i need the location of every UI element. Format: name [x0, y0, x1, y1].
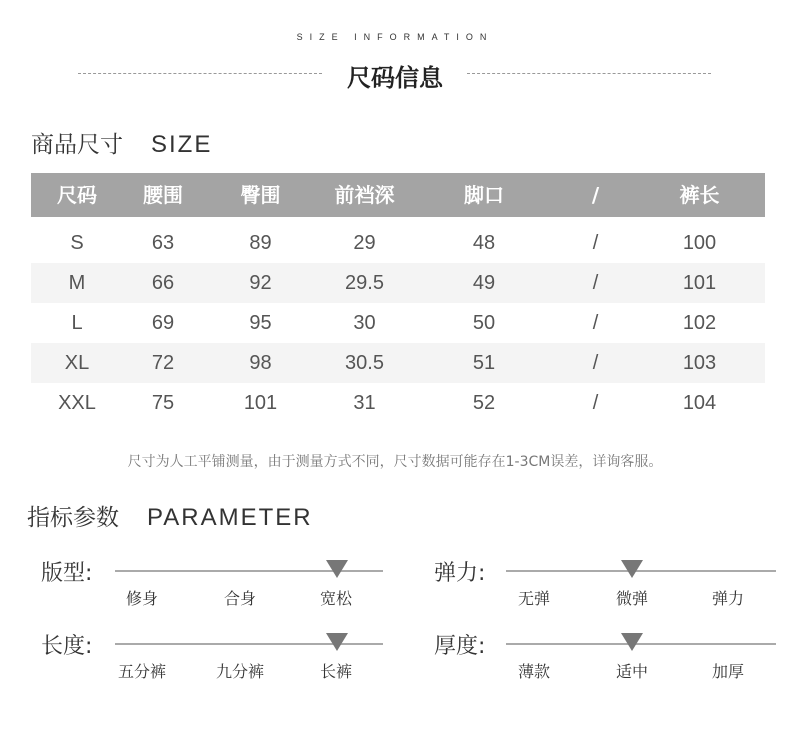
param-option: 五分裤: [117, 662, 166, 681]
table-row: [31, 383, 765, 423]
table-cell: XXL: [58, 392, 96, 414]
table-cell: 29: [353, 232, 376, 254]
table-cell: 104: [682, 392, 717, 414]
table-cell: /: [592, 272, 599, 294]
param-stretch: [434, 556, 764, 616]
param-option: 加厚: [711, 662, 744, 681]
header-cell-waist: 腰围: [143, 183, 183, 207]
header-cell-front-rise: 前裆深: [334, 183, 395, 207]
table-cell: L: [71, 312, 83, 334]
table-cell: 100: [682, 232, 717, 254]
table-cell: 102: [682, 312, 717, 334]
param-option: 薄款: [517, 662, 550, 681]
table-row: [31, 223, 765, 263]
table-cell: 51: [472, 352, 496, 374]
table-cell: 29.5: [345, 272, 384, 294]
table-cell: 95: [249, 312, 272, 334]
param-option: 宽松: [319, 589, 352, 608]
table-cell: 63: [151, 232, 175, 254]
param-label: 长度:: [41, 634, 93, 659]
table-cell: 98: [249, 352, 272, 374]
table-cell: 103: [682, 352, 717, 374]
table-row: [31, 303, 765, 343]
table-cell: 66: [151, 272, 175, 294]
size-section-title-cn: 商品尺寸: [31, 132, 123, 158]
header-cell-hip: 臀围: [240, 183, 281, 207]
table-cell: 72: [151, 352, 175, 374]
size-section-title-en: SIZE: [151, 131, 213, 158]
measurement-note: 尺寸为人工平铺测量，由于测量方式不同，尺寸数据可能存在1-3CM误差，详询客服。: [127, 454, 663, 470]
param-option: 修身: [125, 589, 158, 608]
table-cell: 75: [151, 392, 175, 414]
header-cell-leg-opening: 脚口: [464, 183, 504, 207]
size-section-heading: [31, 126, 212, 159]
page-title: 尺码信息: [347, 64, 443, 92]
param-section-title-en: PARAMETER: [147, 504, 313, 531]
table-cell: 101: [682, 272, 717, 294]
header-cell-length: 裤长: [679, 183, 720, 207]
param-option: 弹力: [711, 589, 744, 608]
table-cell: M: [68, 272, 86, 294]
table-cell: 30.5: [345, 352, 384, 374]
table-cell: S: [70, 232, 84, 254]
param-label: 弹力:: [434, 561, 486, 586]
table-cell: /: [592, 232, 599, 254]
table-cell: 92: [249, 272, 272, 294]
table-cell: 48: [472, 232, 496, 254]
table-cell: 50: [472, 312, 496, 334]
size-table: [31, 173, 765, 423]
title-row: [0, 58, 790, 92]
header-cell-slash: /: [591, 183, 600, 207]
selected-marker-icon: [621, 560, 643, 578]
table-cell: 30: [353, 312, 376, 334]
selected-marker-icon: [326, 560, 348, 578]
param-section-title-cn: 指标参数: [27, 505, 119, 531]
param-label: 版型:: [41, 561, 93, 586]
param-section-heading: [27, 499, 313, 532]
table-cell: /: [592, 352, 599, 374]
table-row: [31, 263, 765, 303]
table-cell: 69: [151, 312, 175, 334]
param-option: 微弹: [615, 589, 648, 608]
size-table-header: [31, 173, 765, 217]
table-cell: /: [592, 392, 599, 414]
title-divider-right: [467, 73, 711, 74]
selected-marker-icon: [621, 633, 643, 651]
table-cell: /: [592, 312, 599, 334]
param-option: 九分裤: [215, 662, 264, 681]
param-fit: [41, 556, 371, 616]
header-cell-size: 尺码: [57, 183, 97, 207]
table-cell: 89: [249, 232, 272, 254]
table-cell: 101: [243, 392, 278, 414]
table-cell: XL: [64, 352, 90, 374]
table-row: [31, 343, 765, 383]
table-cell: 52: [472, 392, 496, 414]
size-info-eyebrow: SIZE INFORMATION: [296, 32, 494, 42]
param-thickness: [434, 629, 764, 689]
table-cell: 31: [353, 392, 376, 414]
param-option: 合身: [223, 589, 256, 608]
param-option: 长裤: [319, 662, 352, 681]
table-cell: 49: [472, 272, 496, 294]
param-label: 厚度:: [434, 634, 486, 659]
param-length: [41, 629, 371, 689]
param-option: 适中: [615, 662, 648, 681]
param-option: 无弹: [517, 589, 550, 608]
selected-marker-icon: [326, 633, 348, 651]
